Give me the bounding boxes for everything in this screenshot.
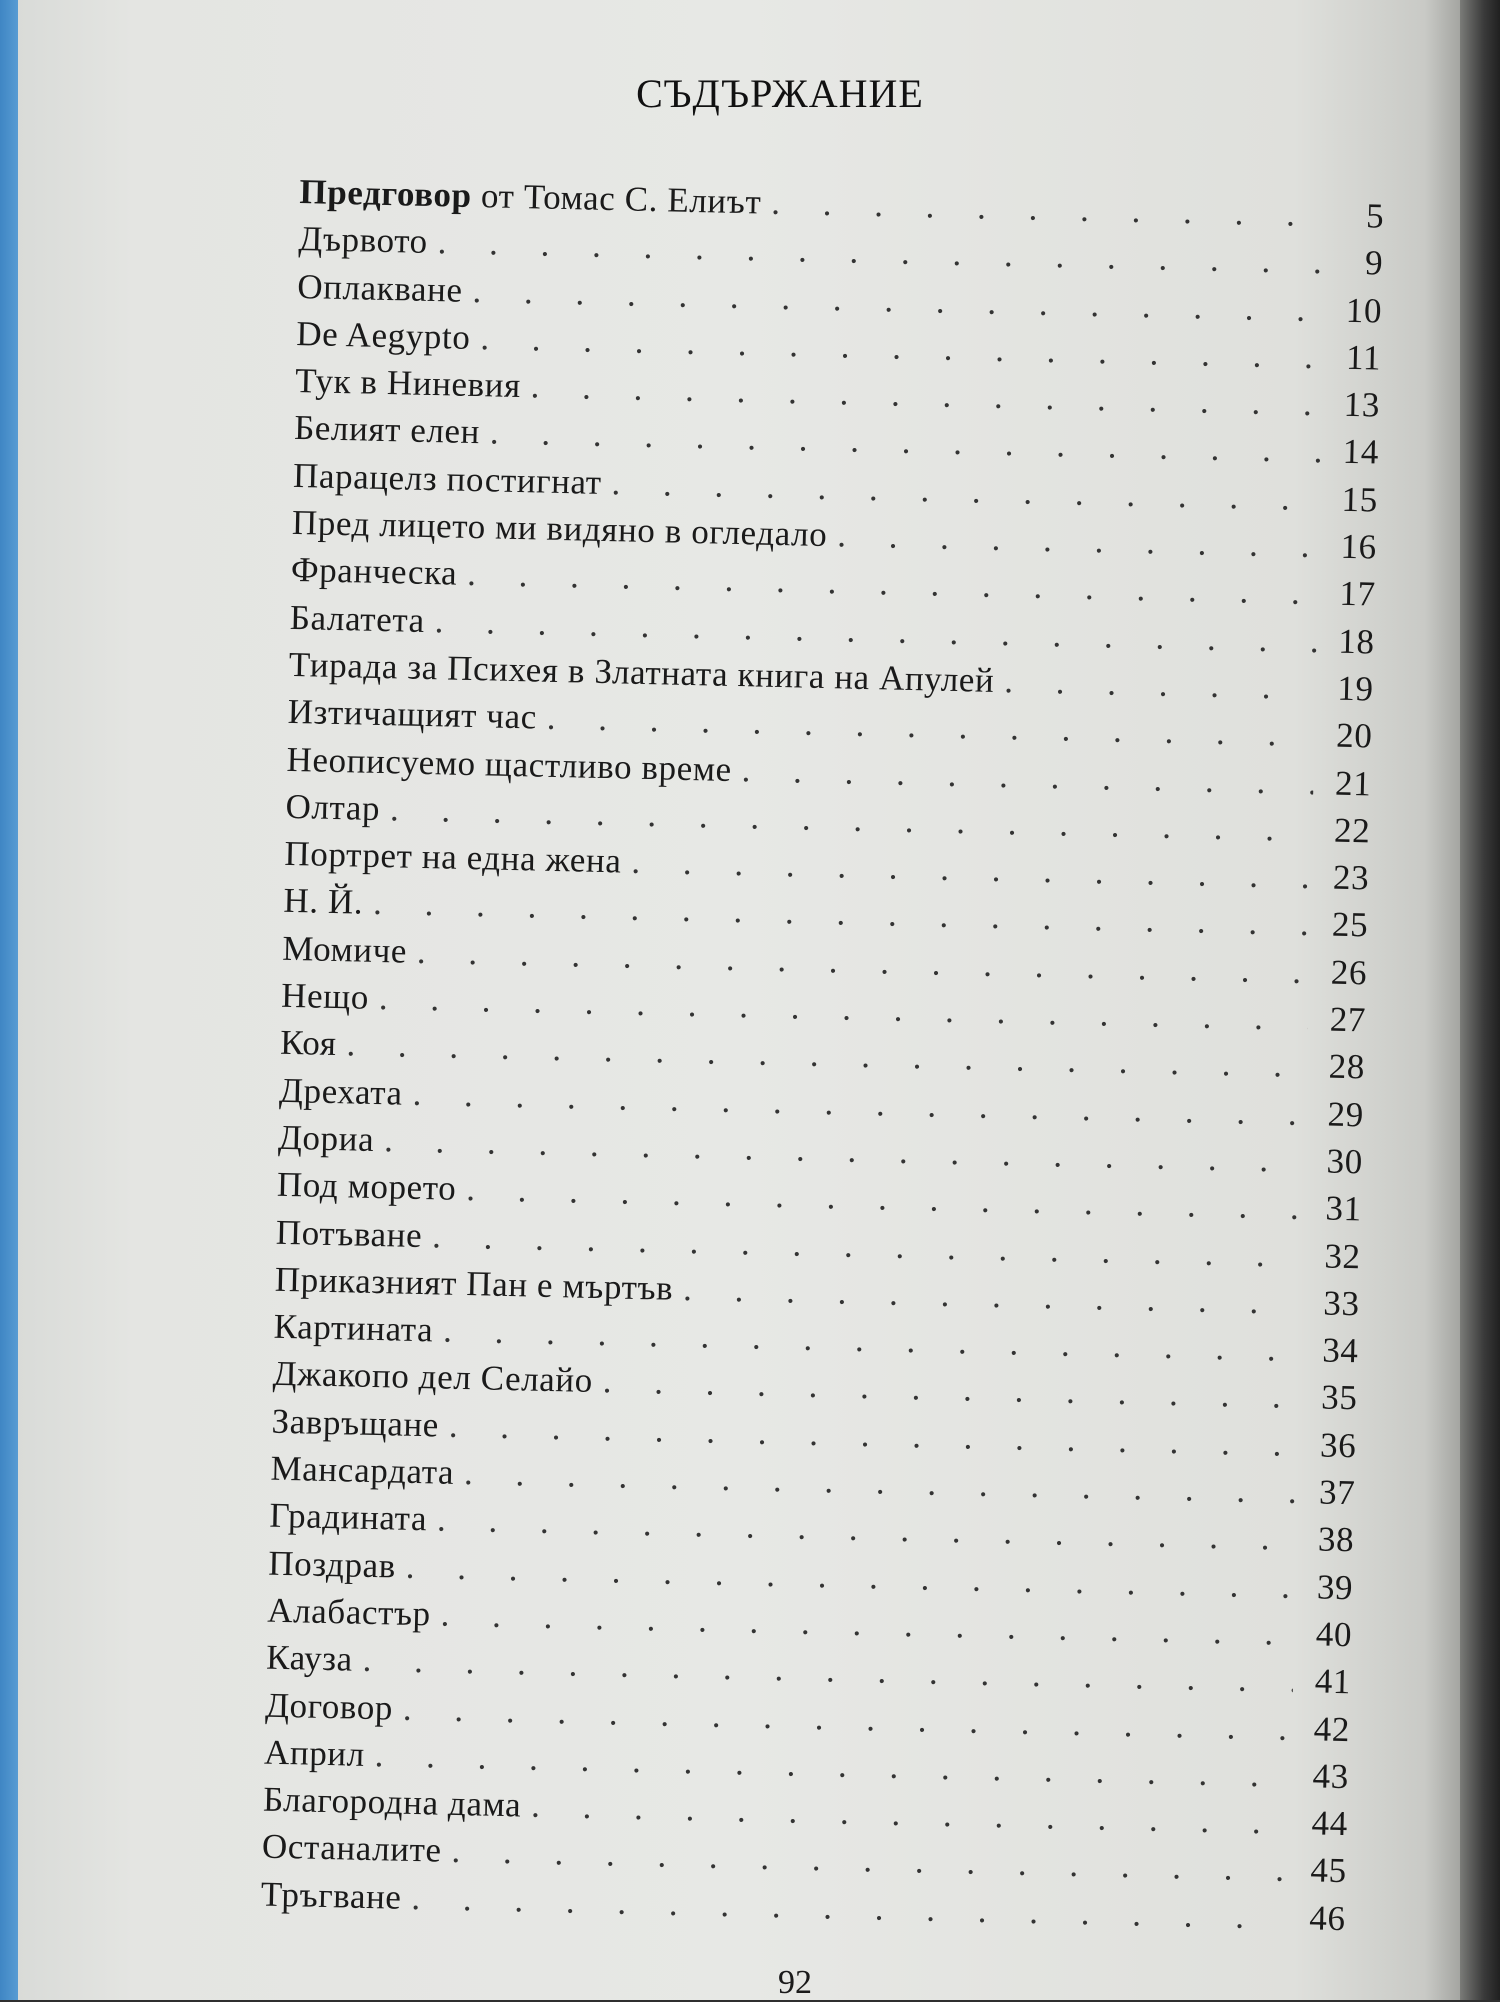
toc-entry-page: 20 — [1335, 715, 1373, 756]
toc-entry-page: 34 — [1321, 1330, 1359, 1371]
toc-entry-title-text: Градината — [269, 1495, 428, 1539]
toc-entry-title — [268, 1543, 396, 1586]
toc-entry-page: 15 — [1341, 479, 1379, 520]
toc-entry-page: 33 — [1322, 1283, 1361, 1324]
toc-entry-title — [281, 976, 370, 1018]
toc-entry-title — [266, 1638, 353, 1680]
toc-entry-title-text: Франческа — [290, 550, 458, 594]
toc-entry-title-text: Тук в Ниневия — [294, 361, 522, 406]
toc-entry-page: 10 — [1345, 290, 1383, 331]
toc-entry-title-text: Картината — [273, 1306, 434, 1350]
toc-entry-title-text: Договор — [264, 1685, 394, 1728]
toc-entry-title — [296, 314, 471, 358]
toc-entry-page: 9 — [1364, 243, 1384, 283]
toc-entry-page: 45 — [1310, 1850, 1348, 1891]
toc-entry-title — [280, 1023, 337, 1064]
page-number: 92 — [778, 1964, 812, 2001]
toc-entry-title-text: Дървото — [298, 219, 429, 262]
toc-entry-title — [297, 267, 463, 311]
toc-entry-title-text: Коя — [279, 1023, 338, 1064]
toc-entry-page: 19 — [1336, 668, 1374, 709]
toc-entry-page: 21 — [1334, 763, 1372, 804]
toc-entry-title-text: Белият елен — [293, 408, 481, 452]
toc-entry-page: 40 — [1315, 1614, 1353, 1655]
toc-entry-title — [273, 1307, 433, 1351]
toc-entry-page: 39 — [1316, 1567, 1354, 1607]
toc-entry-title — [272, 1354, 593, 1401]
dot-leader — [1004, 661, 1316, 708]
toc-entry-page: 38 — [1317, 1519, 1355, 1560]
toc-entry-title — [267, 1591, 431, 1635]
toc-entry-title-text: Тирада за Психея в Златната книга на Апулей — [288, 644, 995, 700]
toc-entry-page: 13 — [1343, 384, 1381, 425]
toc-entry-title — [264, 1732, 366, 1774]
toc-entry-title — [262, 1827, 443, 1871]
toc-entry-title — [263, 1780, 522, 1826]
toc-entry-title — [284, 834, 622, 882]
toc-entry-page: 28 — [1328, 1046, 1366, 1087]
toc-entry-page: 5 — [1365, 196, 1385, 236]
toc-entry-page: 16 — [1340, 526, 1378, 567]
toc-entry-page: 18 — [1337, 621, 1376, 662]
toc-entry-title-text: Април — [263, 1732, 366, 1774]
page-title: СЪДЪРЖАНИЕ — [636, 71, 924, 116]
toc-entry-page: 29 — [1327, 1094, 1365, 1135]
toc-entry-title — [275, 1212, 422, 1255]
toc-entry-title-bold: Предговор — [299, 172, 473, 215]
toc-entry-title-text: Парацелз постигнат — [292, 455, 603, 502]
toc-entry-title-text: Останалите — [261, 1826, 443, 1871]
table-of-contents — [260, 172, 1384, 1946]
toc-entry-page: 30 — [1326, 1141, 1364, 1182]
toc-entry-page: 11 — [1345, 337, 1382, 378]
toc-entry-title — [271, 1401, 439, 1445]
toc-entry-page: 31 — [1325, 1188, 1363, 1229]
toc-entry-title-text: Завръщане — [271, 1401, 440, 1445]
toc-entry-title-text: Под морето — [276, 1164, 457, 1209]
toc-entry-title-text: De Aegypto — [295, 313, 471, 357]
toc-entry-title — [278, 1118, 375, 1160]
book-spine-shadow — [1460, 0, 1500, 2000]
toc-entry-title — [298, 219, 428, 262]
toc-entry-page: 41 — [1314, 1661, 1352, 1702]
toc-entry-page: 44 — [1311, 1803, 1349, 1844]
toc-entry-title — [295, 361, 521, 406]
toc-entry-title-text: Изтичащият час — [287, 692, 538, 737]
toc-entry-title — [291, 550, 458, 594]
toc-entry-page: 46 — [1309, 1898, 1347, 1938]
toc-entry-title-text: Балатета — [289, 597, 426, 640]
toc-entry-title-text: от Томас С. Елиът — [471, 175, 762, 222]
toc-entry-title-text: Дориа — [277, 1117, 375, 1159]
toc-entry-title — [270, 1449, 454, 1493]
toc-entry-title — [260, 1874, 402, 1917]
toc-entry-page: 43 — [1312, 1756, 1350, 1797]
toc-entry-title — [277, 1165, 457, 1209]
toc-entry-title-text: Неописуемо щастливо време — [286, 739, 733, 789]
toc-entry-page: 23 — [1332, 857, 1370, 898]
toc-entry-title-text: Потъване — [275, 1212, 423, 1255]
toc-entry-title-text: Момиче — [281, 928, 408, 971]
toc-entry-title-text: Мансардата — [270, 1448, 455, 1492]
toc-entry-title-text: Джакопо дел Селайо — [272, 1354, 594, 1401]
toc-entry-title — [282, 929, 408, 972]
toc-entry-page: 17 — [1339, 574, 1377, 614]
toc-entry-page: 36 — [1319, 1425, 1357, 1466]
toc-entry-page: 22 — [1333, 810, 1371, 851]
toc-entry-page: 37 — [1318, 1472, 1356, 1513]
toc-entry-title-text: Пред лицето ми видяно в огледало — [291, 502, 828, 555]
toc-entry-title — [279, 1070, 403, 1113]
toc-entry-title-text: Олтар — [285, 786, 381, 828]
toc-entry-title — [274, 1260, 673, 1309]
toc-entry-title — [283, 881, 364, 923]
toc-entry-title-text: Н. Й. — [283, 881, 364, 923]
toc-entry-title — [293, 456, 602, 503]
toc-entry-title — [269, 1496, 427, 1540]
toc-entry-title-text: Нещо — [280, 975, 370, 1017]
toc-entry-title-text: Портрет на една жена — [284, 833, 622, 881]
toc-entry-title — [265, 1685, 394, 1728]
toc-entry-title-text: Приказният Пан е мъртъв — [274, 1259, 674, 1308]
toc-entry-title — [285, 787, 380, 829]
toc-entry-title-text: Тръгване — [260, 1874, 403, 1917]
toc-entry-title — [289, 598, 425, 641]
toc-entry-title-text: Оплакване — [296, 266, 464, 310]
toc-entry-page: 25 — [1331, 905, 1369, 945]
toc-entry-title — [287, 692, 537, 738]
toc-entry-page: 27 — [1329, 999, 1367, 1040]
toc-entry-title-text: Алабастър — [266, 1590, 432, 1634]
toc-entry-page: 26 — [1330, 952, 1368, 993]
toc-entry-title-text: Поздрав — [267, 1543, 397, 1586]
toc-entry-title-text: Дрехата — [278, 1070, 404, 1113]
toc-entry-title-text: Благородна дама — [262, 1779, 522, 1825]
toc-entry-page: 32 — [1324, 1236, 1362, 1276]
toc-entry-page: 35 — [1320, 1377, 1358, 1418]
toc-entry-title-text: Кауза — [265, 1637, 354, 1679]
toc-entry-title — [294, 408, 481, 452]
toc-entry-page: 14 — [1342, 432, 1380, 473]
toc-entry-page: 42 — [1313, 1708, 1351, 1749]
